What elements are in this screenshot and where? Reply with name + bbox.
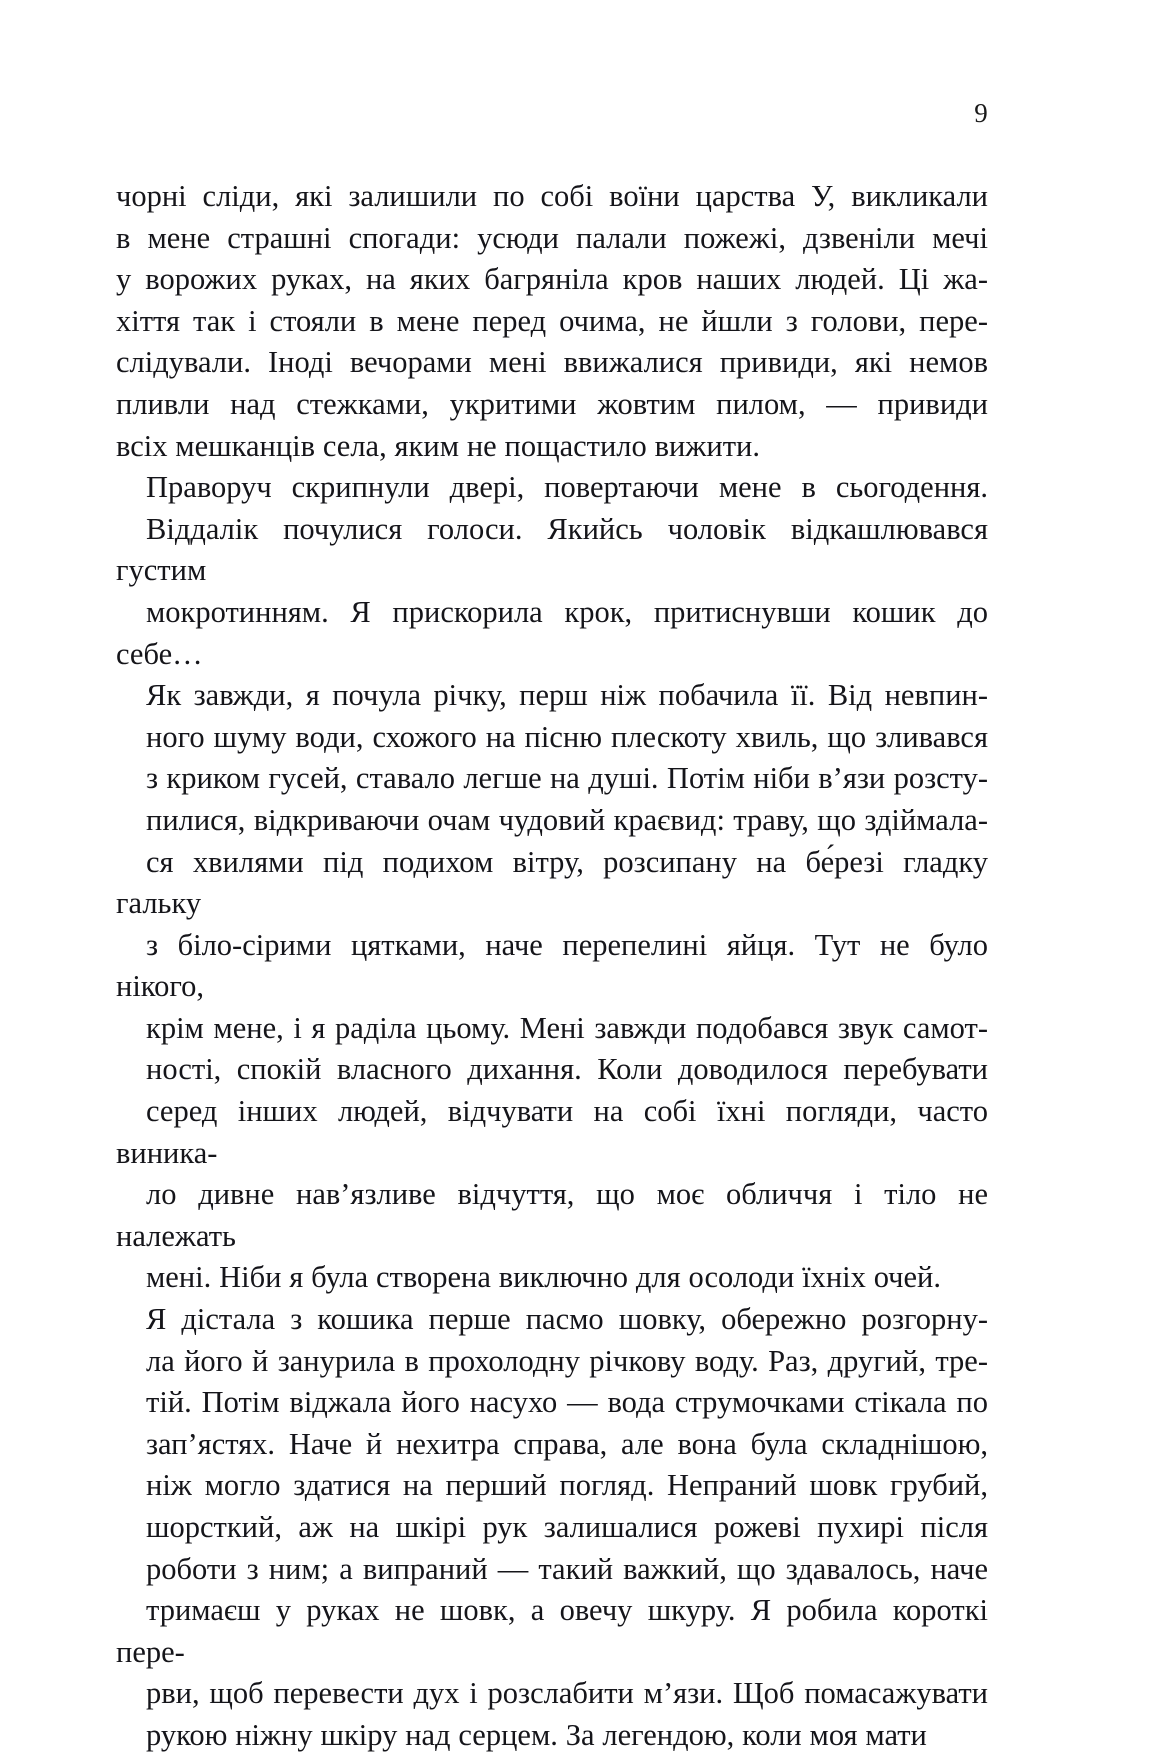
page-number: 9 <box>974 98 988 128</box>
text-line: серед інших людей, відчувати на собі їхні погляди, часто виника- <box>116 1094 988 1170</box>
text-line: в мене страшні спогади: усюди палали пожежі, дзвеніли мечі <box>116 220 988 255</box>
text-line: пилися, відкриваючи очам чудовий краєвид: траву, що здіймала- <box>146 802 988 837</box>
text-line: хіття так і стояли в мене перед очима, не йшли з голови, пере- <box>116 303 988 338</box>
text-line: рукою ніжну шкіру над серцем. За легендою, коли моя мати <box>146 1717 927 1752</box>
body-text-block <box>116 176 988 1756</box>
paragraph <box>116 1299 988 1756</box>
text-line: тримаєш у руках не шовк, а овечу шкуру. Я робила короткі пере- <box>116 1593 988 1669</box>
text-line: Я дістала з кошика перше пасмо шовку, обережно розгорну- <box>146 1302 988 1337</box>
paragraph <box>116 467 988 675</box>
paragraph <box>116 176 988 467</box>
text-line: Віддалік почулися голоси. Якийсь чоловік відкашлювався густим <box>116 511 988 588</box>
text-line: з біло-сірими цятками, наче перепелині яйця. Тут не було нікого, <box>116 927 988 1004</box>
text-line: рви, щоб перевести дух і розслабити м’язи. Щоб помасажувати <box>146 1676 988 1711</box>
text-line: ся хвилями під подихом вітру, розсипану на бе́резі гладку гальку <box>116 844 988 921</box>
text-line: ла його й занурила в прохолодну річкову воду. Раз, другий, тре- <box>146 1343 988 1378</box>
text-line: у ворожих руках, на яких багряніла кров наших людей. Ці жа- <box>116 262 988 297</box>
text-line: ності, спокій власного дихання. Коли доводилося перебувати <box>146 1052 988 1087</box>
text-line: слідували. Іноді вечорами мені ввижалися привиди, які немов <box>116 345 988 380</box>
text-line: Як завжди, я почула річку, перш ніж побачила її. Від невпин- <box>146 678 988 713</box>
text-line: Праворуч скрипнули двері, повертаючи мене в сьогодення. <box>146 470 988 505</box>
text-line: чорні сліди, які залишили по собі воїни царства У, викликали <box>116 179 988 213</box>
text-line: ного шуму води, схожого на пісню плескоту хвиль, що зливався <box>146 719 988 754</box>
text-line: шорсткий, аж на шкірі рук залишалися рожеві пухирі після <box>146 1510 988 1544</box>
paragraph <box>116 675 988 1299</box>
text-line: пливли над стежками, укритими жовтим пилом, — привиди <box>116 386 988 421</box>
text-line: тій. Потім віджала його насухо — вода струмочками стікала по <box>146 1385 988 1420</box>
text-line: зап’ястях. Наче й нехитра справа, але вона була складнішою, <box>146 1426 988 1461</box>
text-line: мені. Ніби я була створена виключно для осолоди їхніх очей. <box>146 1260 941 1295</box>
text-line: мокротинням. Я прискорила крок, притиснувши кошик до себе… <box>116 594 988 671</box>
text-line: крім мене, і я раділа цьому. Мені завжди подобався звук самот- <box>146 1010 988 1045</box>
text-line: роботи з ним; а випраний — такий важкий, що здавалось, наче <box>146 1551 988 1586</box>
text-line: ніж могло здатися на перший погляд. Непраний шовк грубий, <box>146 1468 988 1503</box>
text-line: ло дивне нав’язливе відчуття, що моє обличчя і тіло не належать <box>116 1177 988 1253</box>
text-line: всіх мешканців села, яким не пощастило вижити. <box>116 428 760 463</box>
text-line: з криком гусей, ставало легше на душі. Потім ніби в’язи розсту- <box>146 761 988 796</box>
